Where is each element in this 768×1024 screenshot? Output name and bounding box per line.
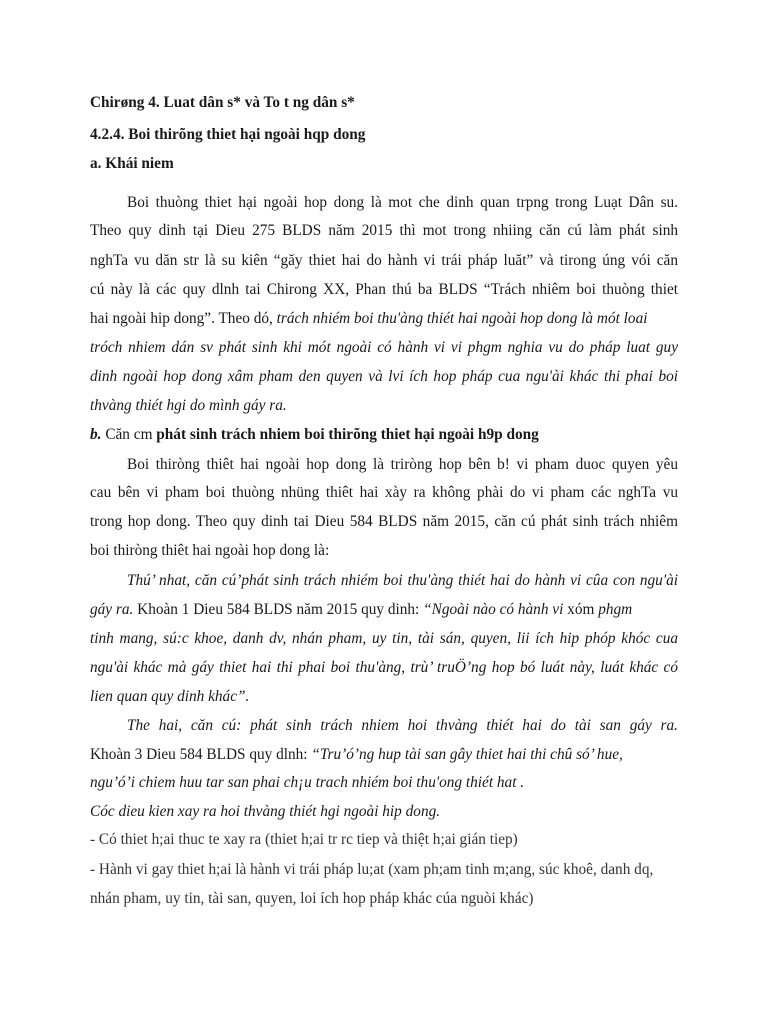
subsection-a-title: a. Khái niem: [90, 155, 174, 172]
paragraph-line: Theo quy dinh tại Dieu 275 BLDS năm 2015 thì mot trong nhiing căn cú làm phát sinh: [90, 222, 678, 239]
paragraph-italic-text: phgm: [598, 601, 633, 618]
paragraph-italic-text: “Ngoài nào có hành vi: [423, 601, 564, 618]
chapter-title: Chirøng 4. Luat dân s* và To t ng dân s*: [90, 94, 355, 111]
paragraph-text: xóm: [563, 601, 599, 618]
paragraph-line: Cóc dieu kien xay ra hoi thvàng thiét hgi ngoài hip dong.: [90, 803, 441, 820]
paragraph-text: Khoàn 3 Dieu 584 BLDS quy dlnh:: [90, 746, 312, 763]
subsection-b-title: [90, 425, 678, 445]
bullet-item: - Có thiet h;ai thuc te xay ra (thiet h;ai tr rc tiep và thiệt h;ai gián tiep): [90, 831, 518, 848]
paragraph-line: cú này là các quy dlnh tai Chirong XX, Phan thú ba BLDS “Trách nhiêm boi thuòng thiet: [90, 281, 678, 298]
paragraph-line: ngu’ó’i chiem huu tar san phai ch¡u trach nhiém boi thu'ong thiét hat .: [90, 774, 525, 791]
paragraph-italic-text: trách nhiém boi thu'àng thiét hai ngoài hop dong là mót loai: [276, 310, 648, 327]
paragraph-line: tinh mang, sú:c khoe, danh dv, nhán pham, uy tin, tài sán, quyen, lii ích hip phóp khóc cua: [90, 630, 678, 647]
paragraph-line: thvàng thiét hgi do mình gáy ra.: [90, 397, 287, 414]
paragraph-line: tróch nhiem dán sv phát sinh khi mót ngoài có hành vi vi phgm nghia vu do pháp luat guy: [90, 339, 678, 356]
paragraph-line: boi thiròng thiêt hai ngoài hop dong là:: [90, 542, 330, 559]
paragraph-line: dinh ngoài hop dong xâm pham den quyen và lvi ích hop pháp cua ngu'ài khác thi phai boi: [90, 368, 678, 385]
paragraph-line: Thú’ nhat, căn cú’phát sinh trách nhiém boi thu'àng thiét hai do hành vi cûa con ngu'ài: [127, 572, 678, 589]
paragraph-line: trong hop dong. Theo quy dinh tai Dieu 584 BLDS năm 2015, căn cú phát sinh trách nhiêm: [90, 513, 678, 530]
subsection-b-rest: phát sinh trách nhiem boi thirõng thiet hại ngoài h9p dong: [156, 426, 539, 443]
section-title: 4.2.4. Boi thirõng thiet hại ngoài hqp dong: [90, 126, 366, 143]
paragraph-line: lien quan quy dinh khác”.: [90, 688, 250, 705]
paragraph-line-mixed: [90, 745, 678, 765]
paragraph-line: ngu'ài khác mà gáy thiet hai thi phai boi thu'àng, trù’ truÖ’ng hop bó luát này, luát khác có: [90, 659, 678, 676]
bullet-item: - Hành vi gay thiet h;ai là hành vi trái pháp lu;at (xam ph;am tinh m;ang, súc khoê, danh dq,: [90, 861, 654, 878]
paragraph-line-mixed: [90, 600, 678, 620]
paragraph-text: hai ngoài hip dong”. Theo dó,: [90, 310, 273, 327]
paragraph-line: Boi thuòng thiet hại ngoài hop dong là mot che dinh quan trpng trong Luạt Dân su.: [127, 194, 678, 211]
paragraph-line-mixed: [90, 309, 678, 329]
bullet-item: nhán pham, uy tin, tài san, quyen, loi ích hop pháp khác cúa nguòi khác): [90, 890, 534, 907]
subsection-b-prefix: b.: [90, 426, 102, 443]
paragraph-text: Khoàn 1 Dieu 584 BLDS năm 2015 quy dinh:: [133, 601, 424, 618]
paragraph-italic-text: “Tru’ó’ng hup tài san gây thiet hai thi chû só’ hue,: [311, 746, 623, 763]
paragraph-italic-text: gáy ra.: [90, 601, 134, 618]
paragraph-line: cau bên vi pham boi thuòng nhüng thiêt hai xày ra không phài do vi pham các nghTa vu: [90, 484, 678, 501]
paragraph-line: The hai, căn cú: phát sinh trách nhiem hoi thvàng thiét hai do tài san gáy ra.: [127, 717, 678, 734]
paragraph-line: nghTa vu dăn str là su kiên “găy thiet hai do hành vi trái pháp luăt” và tirong úng vói căn: [90, 252, 678, 269]
subsection-b-mid: Căn cm: [105, 426, 153, 443]
paragraph-line: Boi thiròng thiêt hai ngoài hop dong là triròng hop bên b! vi pham duoc quyen yêu: [127, 456, 678, 473]
